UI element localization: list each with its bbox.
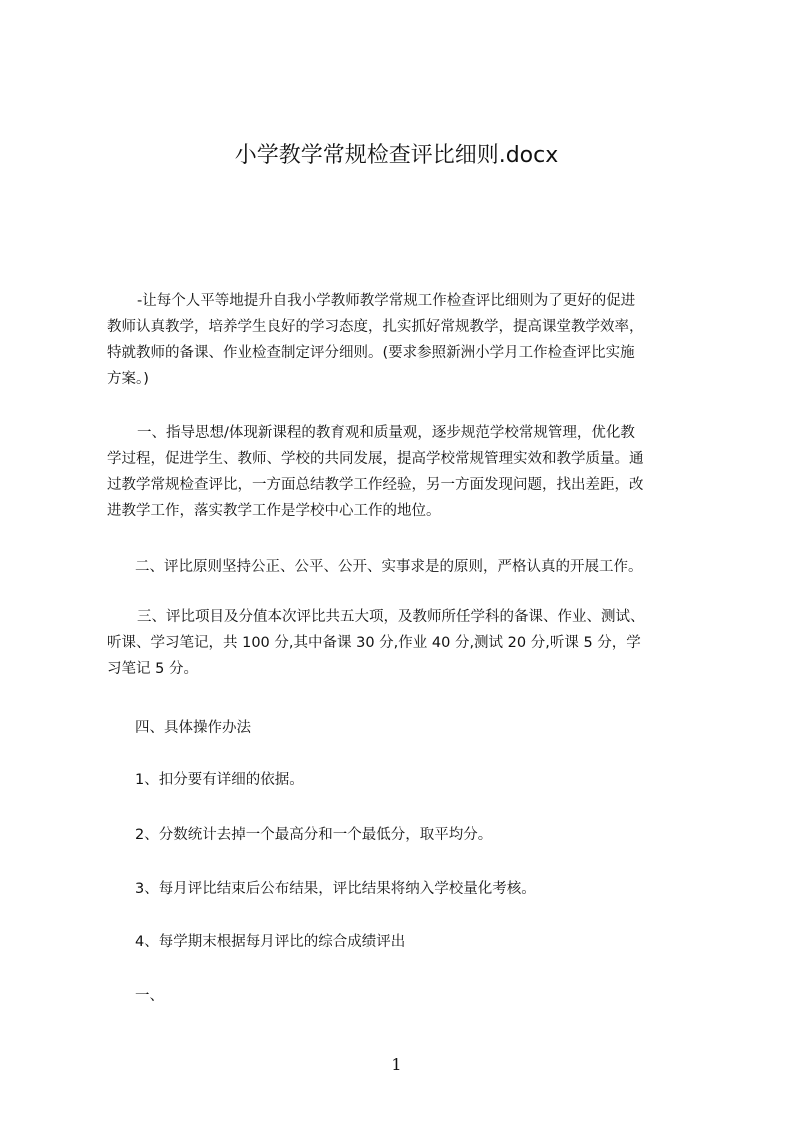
paragraph-evaluation-principles — [107, 554, 701, 580]
paragraph-intro — [107, 288, 701, 392]
text-line: 过教学常规检查评比，一方面总结教学工作经验，另一方面发现问题，找出差距，改 — [107, 477, 644, 493]
text-line: 3、每月评比结束后公布结果，评比结果将纳入学校量化考核。 — [135, 881, 536, 897]
paragraph-evaluation-items — [107, 604, 701, 682]
text-line: 一、 — [135, 988, 164, 1004]
paragraph-operation-methods — [107, 715, 701, 741]
text-line: 四、具体操作办法 — [135, 720, 251, 736]
text-line: 特就教师的备课、作业检查制定评分细则。(要求参照新洲小学月工作检查评比实施 — [107, 345, 635, 361]
paragraph-guiding-ideology — [107, 420, 701, 524]
page-number: 1 — [391, 1055, 402, 1074]
section-heading — [107, 983, 701, 1009]
text-line: 进教学工作，落实教学工作是学校中心工作的地位。 — [107, 503, 441, 519]
text-line: 一、指导思想/体现新课程的教育观和质量观，逐步规范学校常规管理，优化教 — [137, 425, 635, 441]
list-item — [107, 822, 701, 848]
text-line: 方案。) — [107, 371, 149, 387]
list-item — [107, 876, 701, 902]
text-line: 2、分数统计去掉一个最高分和一个最低分，取平均分。 — [135, 827, 493, 843]
text-line: 习笔记 5 分。 — [107, 661, 198, 677]
text-line: 三、评比项目及分值本次评比共五大项，及教师所任学科的备课、作业、测试、 — [137, 609, 645, 625]
text-line: 二、评比原则坚持公正、公平、公开、实事求是的原则，严格认真的开展工作。 — [135, 559, 643, 575]
list-item — [107, 929, 701, 955]
text-line: 4、每学期末根据每月评比的综合成绩评出 — [135, 934, 406, 950]
text-line: 听课、学习笔记，共 100 分,其中备课 30 分,作业 40 分,测试 20 分,听课 5 分，学 — [107, 635, 641, 651]
text-line: 教师认真教学，培养学生良好的学习态度，扎实抓好常规教学，提高课堂教学效率， — [107, 319, 644, 335]
text-line: -让每个人平等地提升自我小学教师教学常规工作检查评比细则为了更好的促进 — [137, 293, 636, 309]
document-title: 小学教学常规检查评比细则.docx — [234, 143, 559, 168]
list-item — [107, 767, 701, 793]
text-line: 1、扣分要有详细的依据。 — [135, 772, 304, 788]
text-line: 学过程，促进学生、教师、学校的共同发展，提高学校常规管理实效和教学质量。通 — [107, 451, 644, 467]
